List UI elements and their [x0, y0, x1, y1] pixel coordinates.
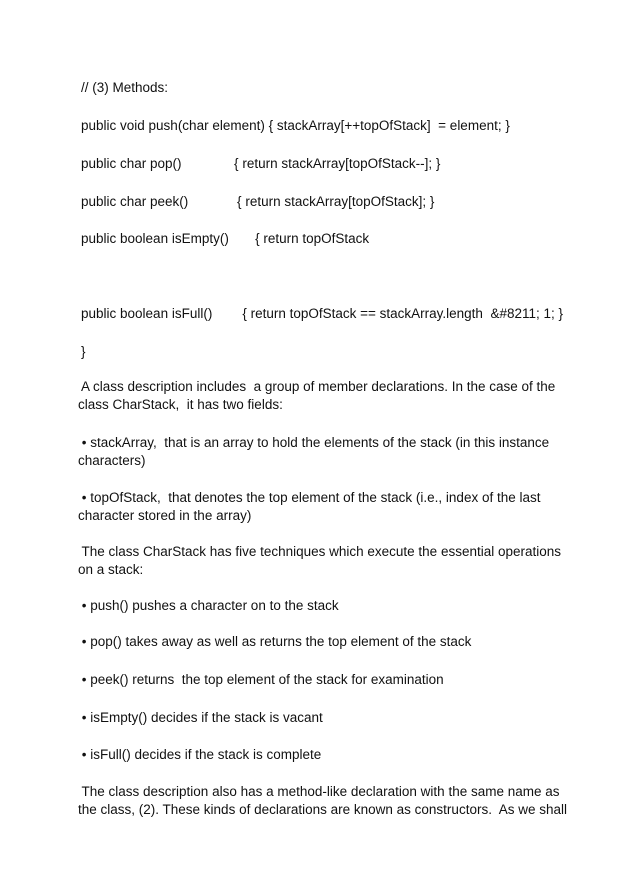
- code-line-isempty: public boolean isEmpty() { return topOfStack: [81, 231, 370, 246]
- code-line-peek: public char peek() { return stackArray[topOfStack]; }: [81, 194, 435, 209]
- constructor-line-2: the class, (2). These kinds of declarations are known as constructors. As we shall: [78, 802, 567, 817]
- constructor-line-1: The class description also has a method-like declaration with the same name as: [78, 784, 560, 799]
- bullet-push: • push() pushes a character on to the stack: [78, 598, 339, 613]
- bullet-pop: • pop() takes away as well as returns the top element of the stack: [78, 634, 472, 649]
- field-topofstack-line-1: • topOfStack, that denotes the top element of the stack (i.e., index of the last: [78, 490, 541, 505]
- bullet-peek: • peek() returns the top element of the stack for examination: [78, 672, 444, 687]
- code-comment: // (3) Methods:: [81, 80, 169, 95]
- methods-intro-line-1: The class CharStack has five techniques which execute the essential operations: [78, 544, 562, 559]
- field-stackarray-line-1: • stackArray, that is an array to hold the elements of the stack (in this instance: [78, 435, 550, 450]
- code-closing-brace: }: [81, 344, 86, 359]
- bullet-isempty: • isEmpty() decides if the stack is vacant: [78, 710, 323, 725]
- field-topofstack-line-2: character stored in the array): [78, 508, 252, 523]
- code-line-push: public void push(char element) { stackArray[++topOfStack] = element; }: [81, 118, 510, 133]
- intro-line-2: class CharStack, it has two fields:: [78, 397, 283, 412]
- methods-intro-line-2: on a stack:: [78, 562, 144, 577]
- field-stackarray-line-2: characters): [78, 453, 146, 468]
- intro-line-1: A class description includes a group of member declarations. In the case of the: [78, 379, 556, 394]
- code-line-isfull: public boolean isFull() { return topOfStack == stackArray.length &#8211; 1; }: [81, 306, 564, 321]
- bullet-isfull: • isFull() decides if the stack is complete: [78, 747, 322, 762]
- code-line-pop: public char pop() { return stackArray[topOfStack--]; }: [81, 156, 441, 171]
